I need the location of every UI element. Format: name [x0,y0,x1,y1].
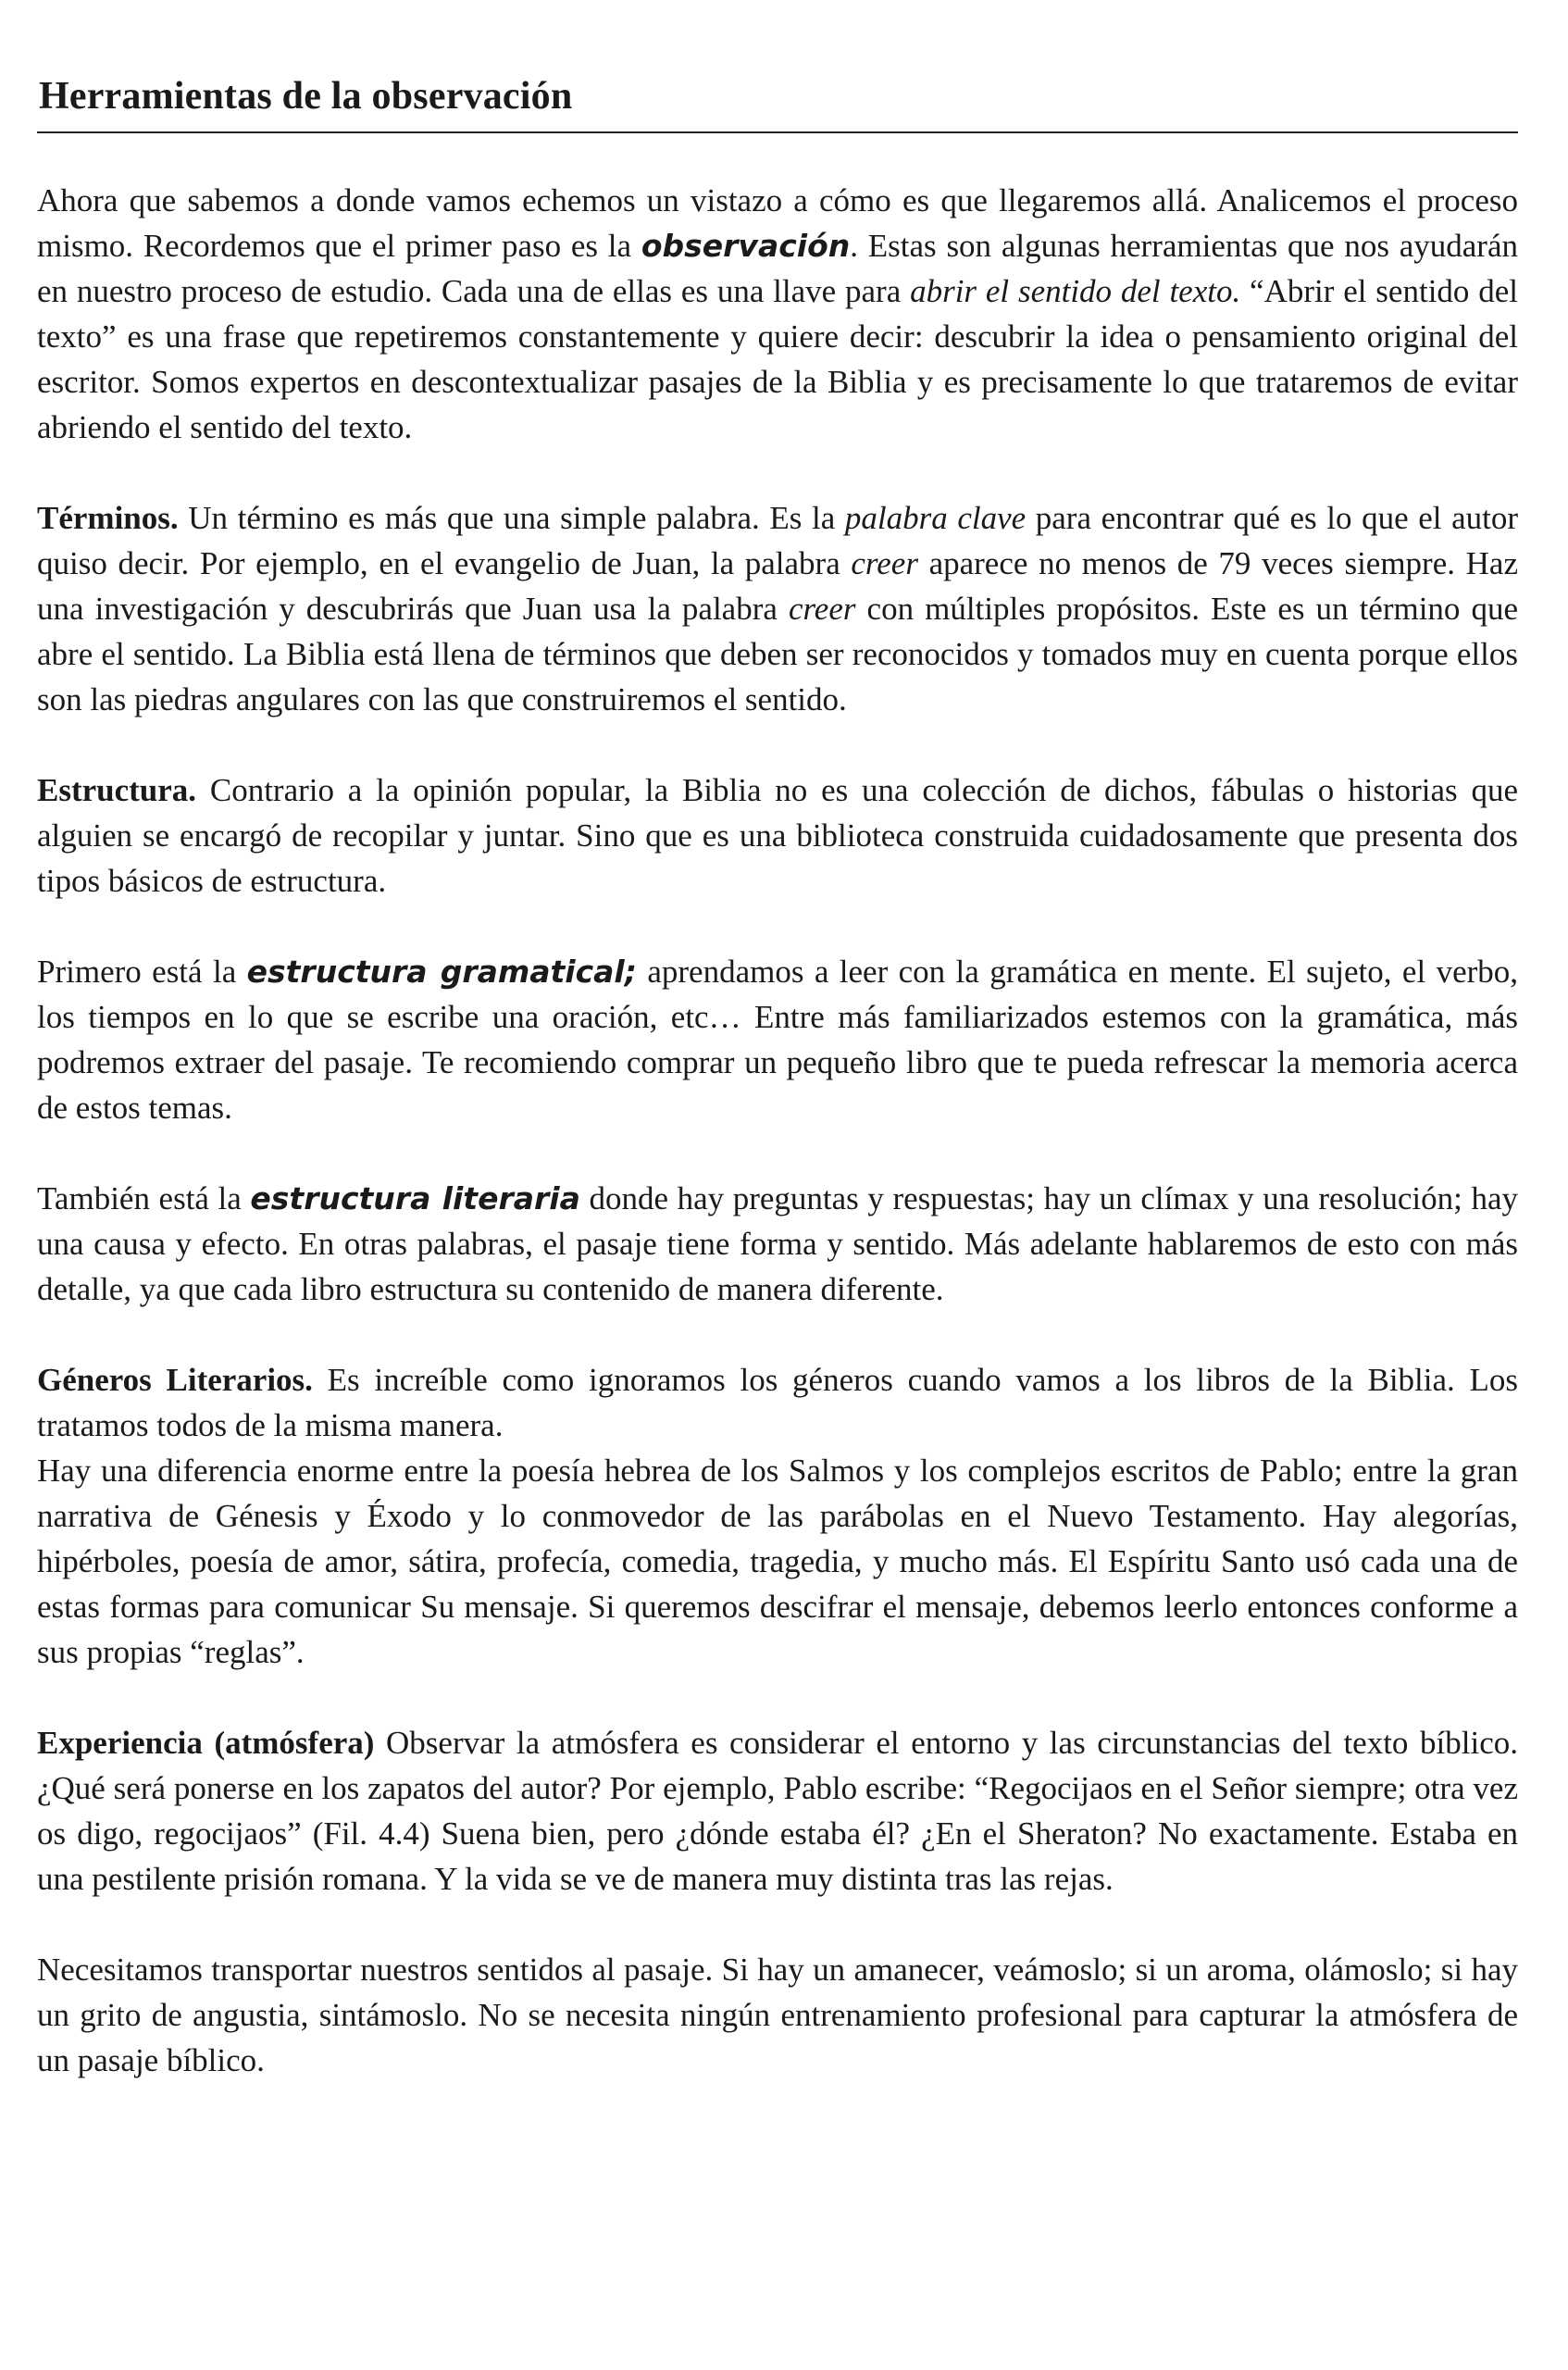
paragraph-estructura [37,767,1518,904]
paragraph-experiencia [37,1720,1518,1902]
paragraph-estructura-literaria [37,1176,1518,1312]
text-run: También está la [37,1180,251,1216]
text-run: Observar la atmósfera es considerar el entorno y las circunstancias del texto bíblico. ¿Qué será ponerse en los zapatos del autor? Por ejemplo, Pablo escribe: “Regocijaos en el Señor siempre; otra vez os digo, regocijaos” (Fil. 4.4) Suena bien, pero ¿dónde estaba él? ¿En el Sheraton? No exactamente. Estaba en una pestilente prisión romana. Y la vida se ve de manera muy distinta tras las rejas. [37,1725,1518,1897]
section-heading-generos: Géneros Literarios. [37,1362,313,1398]
emphasis-abrir-sentido: abrir el sentido del texto. [910,273,1241,309]
text-run: Contrario a la opinión popular, la Biblia no es una colección de dichos, fábulas o historias que alguien se encargó de recopilar y juntar. Sino que es una biblioteca construida cuidadosamente que presenta dos tipos básicos de estructura. [37,772,1518,899]
paragraph-terminos [37,495,1518,722]
text-run: aparece no menos de 79 veces siempre. Haz una investigación y descubrirás que Juan usa la palabra [37,545,1518,627]
text-run: Ahora que sabemos a donde vamos echemos un vistazo a cómo es que llegaremos allá. Analicemos el proceso mismo. Recordemos que el primer paso es la [37,182,1518,264]
emphasis-creer: creer [788,591,856,627]
text-run: Un término es más que una simple palabra. Es la [178,500,845,536]
text-run: Hay una diferencia enorme entre la poesía hebrea de los Salmos y los complejos escritos de Pablo; entre la gran narrativa de Génesis y Éxodo y lo conmovedor de las parábolas en el Nuevo Testamento. Hay alegorías, hipérboles, poesía de amor, sátira, profecía, comedia, tragedia, y mucho más. El Espíritu Santo usó cada una de estas formas para comunicar Su mensaje. Si queremos descifrar el mensaje, debemos leerlo entonces conforme a sus propias “reglas”. [37,1453,1518,1670]
emphasis-estructura-literaria: estructura literaria [250,1180,580,1216]
paragraph-generos-detalle [37,1448,1518,1675]
paragraph-estructura-gramatical [37,949,1518,1130]
text-run: Primero está la [37,954,247,990]
document-body [37,178,1518,2083]
emphasis-estructura-gramatical: estructura gramatical; [246,954,637,990]
text-run: “Abrir el sentido del texto” es una frase que repetiremos constantemente y quiere decir: descubrir la idea o pensamiento original del escritor. Somos expertos en descontextualizar pasajes de la Biblia y es precisamente lo que trataremos de evitar abriendo el sentido del texto. [37,273,1518,445]
emphasis-creer: creer [851,545,918,581]
page-title: Herramientas de la observación [37,74,1518,133]
text-run: aprendamos a leer con la gramática en mente. El sujeto, el verbo, los tiempos en lo que se escribe una oración, etc… Entre más familiarizados estemos con la gramática, más podremos extraer del pasaje. Te recomiendo comprar un pequeño libro que te pueda refrescar la memoria acerca de estos temas. [37,954,1519,1126]
section-heading-estructura: Estructura. [37,772,197,808]
text-run: con múltiples propósitos. Este es un término que abre el sentido. La Biblia está llena de términos que deben ser reconocidos y tomados muy en cuenta porque ellos son las piedras angulares con las que construiremos el sentido. [37,591,1519,717]
paragraph-generos [37,1357,1518,1448]
text-run: Es increíble como ignoramos los géneros cuando vamos a los libros de la Biblia. Los tratamos todos de la misma manera. [37,1362,1518,1443]
section-heading-experiencia: Experiencia (atmósfera) [37,1725,375,1761]
section-heading-terminos: Términos. [37,500,179,536]
document-page [37,74,1518,2128]
paragraph-sentidos [37,1947,1518,2083]
emphasis-palabra-clave: palabra clave [844,500,1027,536]
text-run: Necesitamos transportar nuestros sentidos al pasaje. Si hay un amanecer, veámoslo; si un aroma, olámoslo; si hay un grito de angustia, sintámoslo. No se necesita ningún entrenamiento profesional para capturar la atmósfera de un pasaje bíblico. [37,1952,1518,2078]
emphasis-observacion: observación [641,228,851,264]
text-run: donde hay preguntas y respuestas; hay un clímax y una resolución; hay una causa y efecto. En otras palabras, el pasaje tiene forma y sentido. Más adelante hablaremos de esto con más detalle, ya que cada libro estructura su contenido de manera diferente. [37,1180,1518,1307]
text-run: . Estas son algunas herramientas que nos ayudarán en nuestro proceso de estudio. Cada una de ellas es una llave para [37,228,1518,309]
paragraph-intro [37,178,1518,450]
text-run: para encontrar qué es lo que el autor quiso decir. Por ejemplo, en el evangelio de Juan, la palabra [37,500,1518,581]
